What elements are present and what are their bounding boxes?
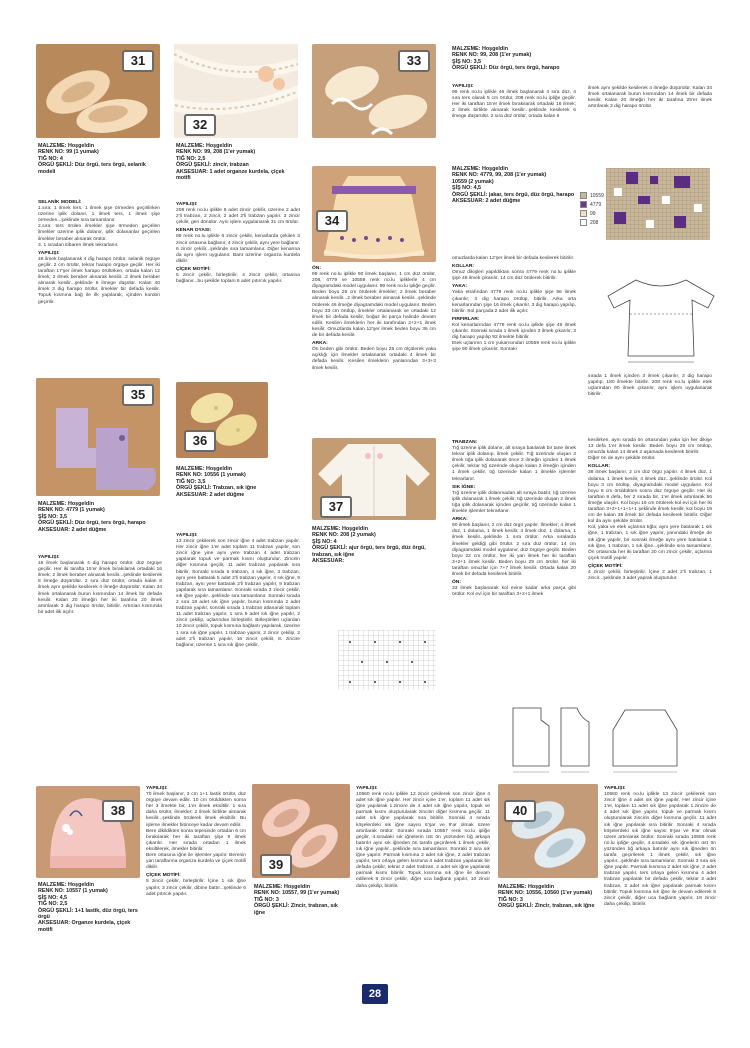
legend-swatch bbox=[580, 201, 587, 208]
dress-schematic bbox=[596, 274, 726, 364]
photo-project-36 bbox=[176, 382, 268, 458]
legend-item: 208 bbox=[580, 219, 604, 228]
project-number-badge: 35 bbox=[122, 384, 154, 406]
project-number-badge: 37 bbox=[320, 496, 352, 518]
photo-project-39 bbox=[252, 784, 350, 878]
instructions-33-continued: ilmek aynı şekilde kesilerek 4 ilmeğe düşürülür. Kalan 34 ilmek ortalanarak burun kısmından 14 ilmek bir defada kesilir. Kalan 20 ilmeğin her iki tarafına 25'er ilmek artırılarak 3 dig harapo örülür. bbox=[588, 86, 712, 110]
legend-item: 4779 bbox=[580, 201, 604, 210]
materials-36: MALZEME: Hoşgeldin RENK NO: 10556 (1 yumak) TIĞ NO: 3,5 ÖRGÜ ŞEKLİ: Trabzan, sık iğne AKSESUAR: 2 adet düğme bbox=[176, 466, 257, 498]
photo-project-37 bbox=[312, 438, 436, 520]
legend-item: 10559 bbox=[580, 192, 604, 201]
materials-33: MALZEME: Hoşgeldin RENK NO: 99, 208 (1'er yumak) ŞİŞ NO: 3,5 ÖRGÜ ŞEKLİ: Düz örgü, ters örgü, harapo bbox=[452, 46, 560, 72]
project-number-badge: 32 bbox=[184, 114, 216, 136]
project-number-badge: 33 bbox=[398, 50, 430, 72]
photo-project-40 bbox=[498, 784, 598, 878]
photo-project-38 bbox=[36, 786, 140, 878]
materials-39: MALZEME: Hoşgeldin RENK NO: 10557, 99 (1'er yumak) TIĞ NO: 3 ÖRGÜ ŞEKLİ: Zincir, trabzan, sık iğne bbox=[254, 884, 340, 916]
instructions-35: YAPILIŞI: 46 ilmek başlanarak 4 dig harapo örülür, düz örgüye geçilir. Her iki tarafta 15'er ilmek bırakılarak ortadaki 16 ilmek; 2 ilmek beraber alınarak kesilir...şeklinde kesilerek 8 ilmeğe düşürülür. 2 sıra düz örülür, ortada kalan 8 ilmek aynı şekilde kesilerek 4 ilmeğe düşürülür. Kalan 34 ilmek ortalanarak burun kısmından 14 ilmek bir defada kesilir. Kalan 20 ilmeğin her iki tarafına 20 ilmek artırılarak 3 dig harapo örülür, bitirilir. Artırılan kısmında bir adet ilik açılır. bbox=[38, 555, 162, 615]
cardigan-schematic bbox=[505, 700, 730, 776]
instructions-34: ÖN: 99 renk no.lu iplikle 90 ilmek başlanır, 1 cm düz örülür, 208, 4779 ve 10559 renk no.lu ipliklerle 4 cm diyagramdaki model uygulanır. 99 renk no.lu ipliğe geçilir. Beden boyu 25 cm örülerek ilmekler; 2 ilmek beraber alınarak kesilir...2 ilmek beraber alınarak kesilir...şeklinde örülerek 46 ilmeğe diyagramdaki model uygulanır. Beden boyu 33 cm örülüp, ilmekler ortalanarak ve ortadaki 12 ilmek bir defada kesilir, boğaz iki parça halinde devam edilir. Kesilen ilmeklerin her iki tarafından 2+2+1 ilmek kesilir. Omuzlarda kalan 12'şer ilmek beden boyu 36 cm de bir defada kesilir. ARKA: Ön beden gibi örülür. Beden boyu 25 cm ölçülerek yaka açıklığı için ilmekler ortalanarak ortadaki 4 ilmek bir defada kesilir. Kesilen ilmeklerin yanlarından 3+3+3 ilmek kesilir, bbox=[312, 266, 436, 371]
project-number-badge: 34 bbox=[316, 210, 348, 232]
lace-stitch-chart bbox=[338, 630, 436, 690]
project-number-badge: 40 bbox=[504, 800, 536, 822]
instructions-31: SELANİK MODELİ: 1.sıra: 1 ilmek ters, 1 ilmek şişe örmeden geçirilirken üzerine iplik dolanır, 1 ilmek ters, 1 ilmek şişe örmeden...şeklinde sıra tamamlanır. 2.sıra: ters örülen ilmekler şişe örmeden geçirilen ilmekler üzerine iplik dolanır, iplik dolananlar geçirilen ilmekler beraber alınarak örülür. 3. 1 sıradan itibaren ilmek tekrarlanır. YAPILIŞI: 46 ilmek başlanarak 4 dig harapo örülür, selanik örgüye geçilir. 2 cm örülür, tekrar harapo örgüye geçilir. Her iki taraftan 17'şer ilmek harapo örülürken, ortada kalan 12 ilmek; 2 ilmek beraber alınarak kesilir...2 ilmek beraber alınarak kesilir...şeklinde 6 ilmege düşülür. Kalan 40 ilmek 3 dig harapo örülür, ilmekler bir defada kesilir. Topuk kısmına bağ ile ilk yapılarak, içinden kordon geçirilir. bbox=[38, 200, 160, 305]
photo-project-32 bbox=[174, 44, 298, 138]
project-number-badge: 31 bbox=[122, 50, 154, 72]
page-number: 28 bbox=[362, 984, 388, 1004]
photo-project-31 bbox=[36, 44, 160, 138]
photo-project-33 bbox=[312, 44, 436, 138]
materials-32: MALZEME: Hoşgeldin RENK NO: 99, 208 (1'er yumak) TIĞ NO: 2,5 ÖRGÜ ŞEKLİ: zincir, trabzan AKSESUAR: 1 adet organze kurdela, çiçek motifi bbox=[176, 143, 285, 182]
instructions-40: YAPILIŞI: 10560 renk no.lu iplikle 13 zincir çekilerek son zincir iğne 4 adet sık iğne yapılır. Her zincir içine 1'er, toplam 11 adet sık iğne yapılarak 1.zincire de 4 adet sık iğne yapılır, topuk ve parmak kısmı oluşturularak zincirin diğer kısmına geçilir. 11 adet sık iğne yapılarak sıra bitirilir. Sonraki 4 sırada köşelerdeki sık iğne sayısı 6'şar ve 9'ar olmak üzere artırılarak örülür. Sonraki sırada 10556 renk no.lu ipliğe geçilir, 4.sıradaki sık iğnelerin üst ön yüzünden bğ arkaya batırılır aynı sık iğneden ön tarafa geçirilerek 1 ilmek çekilir, sık iğne yapılır...şeklinde sıra tamamlanır. Sonraki 3 sıra sık iğne yapılır. Parmak kısmına 2 adet sık iğne, 2 adet trabzan yapılır, ters orlaya gelen kısmına 4 adet trabzan yapılarak bir defada çekilir, tekrar 2 adet trabzan, 2 adet sık iğne yapılarak parmak kısmı bitirilir. Topuk kısmına sık iğne ile devam edilerek 8 zincir çekilir, diğer uca bağlantı yapılır, 19 zincir daha çekilip, bitirilir. bbox=[604, 786, 716, 907]
project-number-badge: 38 bbox=[102, 800, 134, 822]
instructions-37: TRABZAN: Tığ üzerine iplik dolanır, alt sıraya batılarak bir tane ilmek tekrar iplik dolanıp, ilmek çekilir. Tığ üzerinde oluşan 3 ilmek tığa iplik dolanarak önce 2 ilmeğin içinden 1 ilmek çekilir, tekrar tığ üzerinde oluşan kalan 2 ilmeğin içinden 1 ilmek çekilir, tığ üzerinde kalan 1 ilmekle işlemler tekrarlanır. SIK İĞNE: Tığ üzerine iplik dolanmadan alt sıraya batılır, tığ üzerine iplik dolanarak 1 ilmek çekilir, tığ üzerinde oluşan 2 ilmek tığa iplik dolanarak içinden geçirilir, tığ üzerinde kalan 1 ilmekle işlemler tekrarlanır. ARKA: 60 ilmek başlanır, 2 cm düz örgü yapılır. İlmekler; 4 ilmek düz, 1 dolama, 1 ilmek kesilir, 4 ilmek düz, 1 dolama, 1 ilmek kesilir...şeklinde 1 sıra örülür. Arka sıralarda ilmekler geldiği gibi örülür. 2 sıra düz örülür, 14 cm diyagramdaki model uygulanır, düz örgüye geçilir. Beden boyu 22 cm örülür, her iki yan ilmek her iki taraftan 3+2+1 ilmek kesilir. Beden boyu 29 cm örülür, her iki taraftan omuzlar için 7+7 ilmek kesilir. Ortada kalan 20 ilmek bir defada kesilerek bitirilir. ÖN: 33 ilmek başlanarak kol evine kadar arka parça gibi örülür. Kol evi için bir taraftan 3+2+1 ilmek bbox=[452, 440, 576, 598]
jacquard-chart bbox=[606, 168, 710, 240]
instructions-32: YAPILIŞI: 208 renk no.lu iplikle 6 adet zincir çekilir, üzerine 2 adet 2'li trabzan, 2 zincir, 2 adet 2'li trabzan yapılır. 3 zincir çekilir, geri dönülür. Aynı işlem uygulanarak 31 cm örülür. KENAR OYASI: 99 renk no.lu iplikle 6 zincir çekilir, kenarlarda çekilen 3 zincir ortasına bağlanır, 4 zincir çekilir, aynı yere bağlanır. 6 zincir çekilir...şeklinde sıra tamamlanır. Diğer kenarına da aynı işlem uygulanır. Bant üzerine organza kurdela dikilir. ÇİÇEK MOTİFİ: 5 zincir çekilir, birleştirilir. 4 zincir çekilir, ortasına bağlanır...bu şekilde toplam 6 adet pıtırcık yapılır. bbox=[176, 202, 300, 285]
color-legend bbox=[580, 192, 604, 228]
legend-item: 99 bbox=[580, 210, 604, 219]
legend-swatch bbox=[580, 192, 587, 199]
project-number-badge: 36 bbox=[184, 430, 216, 452]
materials-34: MALZEME: Hoşgeldin RENK NO: 4779, 99, 208 (1'er yumak) 10559 (2 yumak) ŞİŞ NO: 4,5 ÖRGÜ ŞEKLİ: jakar, ters örgü, düz örgü, harapo AKSESUAR: 2 adet düğme bbox=[452, 166, 575, 205]
instructions-36: YAPILIŞI: 13 zincir çekilerek son zincir iğne 4 adet trabzan yapılır. Her zincir iğne 1'er adet toplam 11 trabzan yapılır, son zincir iğne yine aynı yere trabzan 4 adet trabzan yapılarak topuk ve parmak kısmı oluşturulur. Zincirin diğer kısmına geçilir, 11 adet trabzan yapılarak sıra bitirilir. Sonraki sırada 5 trabzan, 4 sık iğne, 3 trabzan, aynı yere battarak 5 adet 2'li trabzan yapılır, 4 sık iğne, 9 trabzan, aynı yere battarak 2'li trabzan yapılır, 9 trabzan yapılarak sıra tamamlanır. Sonraki sırada 3 zincir çekilir, sık iğne yapılır...şeklinde sıra tamamlanır. Sonraki sırada 2 sıra 18 adet sık iğne yapılır, burun kısmında 2 adet trabzan yapılır, sonraki sırada 1 trabzan atlanarak toplam 11 adet trabzan yapılır, 1 sıra 9 adet sık iğne yapılır, 2 zincir çekilip, uçlarından birleştirilir. Birleştirilen uçlardan 10 zincir çekilir, topuk kısmına bağlantı yapılarak, üzerine 1 sıra sık iğne yapılır, 1 trabzan yapılır, 2 zincir çekilip, 2 adet 2'li trabzan yapılır, 16 zincir çekilir, 8. zincire bağlanır, üzerine 1 sıra sık iğne çekilir. bbox=[176, 533, 300, 648]
legend-swatch bbox=[580, 210, 587, 217]
instructions-37-continued: kesilirken, aynı sırada ön ortasından yaka için her dikişe 13 defa 1'er ilmek kesilir. Beden boyu 29 cm örülüp, omuzda kalan 14 ilmek 2 aşamada kesilerek bitirilir. Diğer ön de aynı şekilde örülür. KOLLAR: 38 ilmek başlanır, 2 cm düz örgü yapılır. 4 ilmek düz, 1 dolama, 1 ilmek kesilir, 4 ilmek düz...şeklinde örülür. Kol boyu 3 cm örülüp, diyagramdaki model uygulanır. Kol boyu 6 cm örüldükten sonra düz örgüye geçilir. Her iki taraftan 9 defa, her 2 sırada bir, 1'er ilmek artırılarak 56 ilmeğe ulaşılır. Kol boyu 16 cm örülerek kol evi için her iki taraftan 3+2+1+1+1+1 şeklinde ilmek kesilir, kol boyu 19 cm de kalan 38 ilmek bir defada kesilerek bitirilir. Diğer kol da aynı şekilde örülür. Kol, yaka ve etek uçlarına tığla; aynı yere batılarak 1 sık iğne, 1 trabzan, 1 sık iğne yapılır, yanındaki ilmeğe de sık iğne yapılır, bir sonraki ilmeğe aynı yere batılarak 1 sık iğne, 1 trabzan, 1 sık iğne...şeklinde sıra tamamlanır. Ön ortasında her iki taraftan 20 cm zincir çekilir, uçlarına çiçek motifi yapılır. ÇİÇEK MOTİFİ: 4 zincir çekilir, birleştirilir. İçine 2 adet 2'li trabzan, 1 zincir...şeklinde 3 adet yaprak oluşturulur. bbox=[588, 438, 712, 582]
instructions-33: YAPILIŞI: 99 renk no.lu iplikle 46 ilmek başlanarak 4 sıra düz, 4 sıra ters olarak 5 cm örülür, 208 renk no.lu ipliğe geçilir. Her iki taraftan 15'er ilmek bırakılarak ortadaki 16 ilmek; 2 ilmek birlikte alınarak kesilir...şeklinde kesilerek 6 ilmege düşürülür. 2 sıra düz örülür, ortada kalan 6 bbox=[452, 84, 576, 120]
materials-35: MALZEME: Hoşgeldin RENK NO: 4779 (1 yumak) ŞİŞ NO: 3,5 ÖRGÜ ŞEKLİ: Düz örgü, ters örgü, harapo AKSESUAR: 2 adet düğme bbox=[38, 501, 146, 533]
photo-project-34 bbox=[312, 166, 436, 262]
materials-31: MALZEME: Hoşgeldin RENK NO: 99 (1 yumak) TIĞ NO: 4 ÖRGÜ ŞEKLİ: Düz örgü, ters örgü, selanik modeli bbox=[38, 143, 146, 175]
photo-project-35 bbox=[36, 378, 160, 496]
instructions-34-continued: omuzlarda kalan 12'şer ilmek bir defada kesilerek bitirilir. KOLLAR: Omuz dikişleri yapıldıktan sonra 4779 renk no.lu iplikle şişe 46 ilmek çıkarılır, 14 cm düz örülerek bitirilir. YAKA: Yaka etrafından 4779 renk no.lu iplikle şişe 56 ilmek çıkarılır; 3 dig harapo örülüp, bitirilir. Arka orta kenarlarından şişe 16 ilmek çıkarılır, 3 dig harapo yapılıp, bitirilir. Sol parçada 2 adet ilik açılır. FIRFIRLAR: Kol kenarlarından 4779 renk no.lu iplikle şişe 46 ilmek çıkarılır. Sonraki sırada 1 ilmek içinden 3 ilmek çıkarılır, 3 dig harapo yapılıp 92 ilmekte bitirilir. Etek uçlarının 1 cm yukarısından 10559 renk no.lu iplikle şişe 90 ilmek çıkarılır. Sonraki bbox=[452, 256, 576, 353]
instructions-39: YAPILIŞI: 10560 renk no.lu iplikle 13 zincir çekilerek son zincir iğne 4 adet sık iğne yapılır. Her zincir içine 1'er, toplam 11 adet sık iğne yapılarak 1.zincire de 4 adet sık iğne yapılır, topuk ve parmak kısmı oluşturularak zincirin diğer kısmına geçilir. 11 adet sık iğne yapılarak sıra bitirilir. Sonraki 4 sırada köşelerdeki sık iğne sayısı 6'şar ve 9'ar olmak üzere artırılarak örülür. Sonraki sırada 10557 renk no.lu ipliğe geçilir, 4.sıradaki sık iğnelerin üst ön yüzünden bğ arkaya batırılır aynı sık iğneden ön tarafa geçirilerek 1 ilmek çekilir, sık iğne yapılır...şeklinde sıra tamamlanır. Sonraki 3 sıra sık iğne yapılır. Parmak kısmına 2 adet sık iğne, 2 adet trabzan yapılır, ters orlaya gelen kısmına 4 adet trabzan yapılarak bir defada çekilir, tekrar 2 adet trabzan, 2 adet sık iğne yapılarak parmak kısmı bitirilir. Topuk kısmına sık iğne ile devam edilerek 8 zincir çekilir, diğer uca bağlantı yapılır, 10 zincir daha çekilip, bitirilir. bbox=[356, 786, 490, 889]
materials-37: MALZEME: Hoşgeldin RENK NO: 208 (2 yumak) ŞİŞ NO: 4 ÖRGÜ ŞEKLİ: ajur örgü, ters örgü, düz örgü, trabzan, sık iğne AKSESUAR: bbox=[312, 526, 426, 565]
blue-slippers-illustration bbox=[498, 784, 598, 878]
instructions-38: YAPILIŞI: 70 ilmek başlanır, 3 cm 1+1 lastik örülür, düz örgüye devam edilir. 10 cm örüldükten sonra her 3 ilmekte bir, 1'er ilmek eksiltilir. 1 sıra daha örülür, ilmekler; 2 ilmek birlikte alınarak kesilir...şeklinde örülerek ilmek eksiltilir. Bu işleme ilmekler bitinceye kadar devam edilir. Bere dikildikten sonra tepesinde ortadan 6 cm bırakılarak her iki taraftan şişe 9 ilmek çıkarılır. Her sırada ortadan 1 ilmek eksiltilerek, ilmekler bitirilir. Bere ortasına iğne ile işlemler yapılır. Berenin yan taraflarına organza kurdela ve çiçek motifi dikilir. ÇİÇEK MOTİFİ: 5 zincir çekilir, birleştirilir. İçine 1 sık iğne yapılır, 3 zincir çekilir, dibine battır...şeklinde 6 adet pıtırcık yapılır. bbox=[146, 786, 246, 897]
instructions-34-end: sırada 1 ilmek içinden 3 ilmek çıkarılır, 3 dig harapo yapılıp, 180 ilmekte bitirilir. 208 renk no.lu iplikle etek uçlarından 90 ilmek çıkarılır, aynı işlem uygulanarak bitirilir. bbox=[588, 374, 712, 398]
legend-swatch bbox=[580, 219, 587, 226]
materials-40: MALZEME: Hoşgeldin RENK NO: 10556, 10560 (1'er yumak) TIĞ NO: 3 ÖRGÜ ŞEKLİ: Zincir, trabzan, sık iğne bbox=[498, 884, 595, 910]
materials-38: MALZEME: Hoşgeldin RENK NO: 10557 (1 yumak) ŞİŞ NO: 4,5 TIĞ NO: 2,5 ÖRGÜ ŞEKLİ: 1+1 lastik, düz örgü, ters örgü AKSESUAR: Organze kurdela, çiçek motifi bbox=[38, 882, 138, 933]
project-number-badge: 39 bbox=[260, 854, 292, 876]
